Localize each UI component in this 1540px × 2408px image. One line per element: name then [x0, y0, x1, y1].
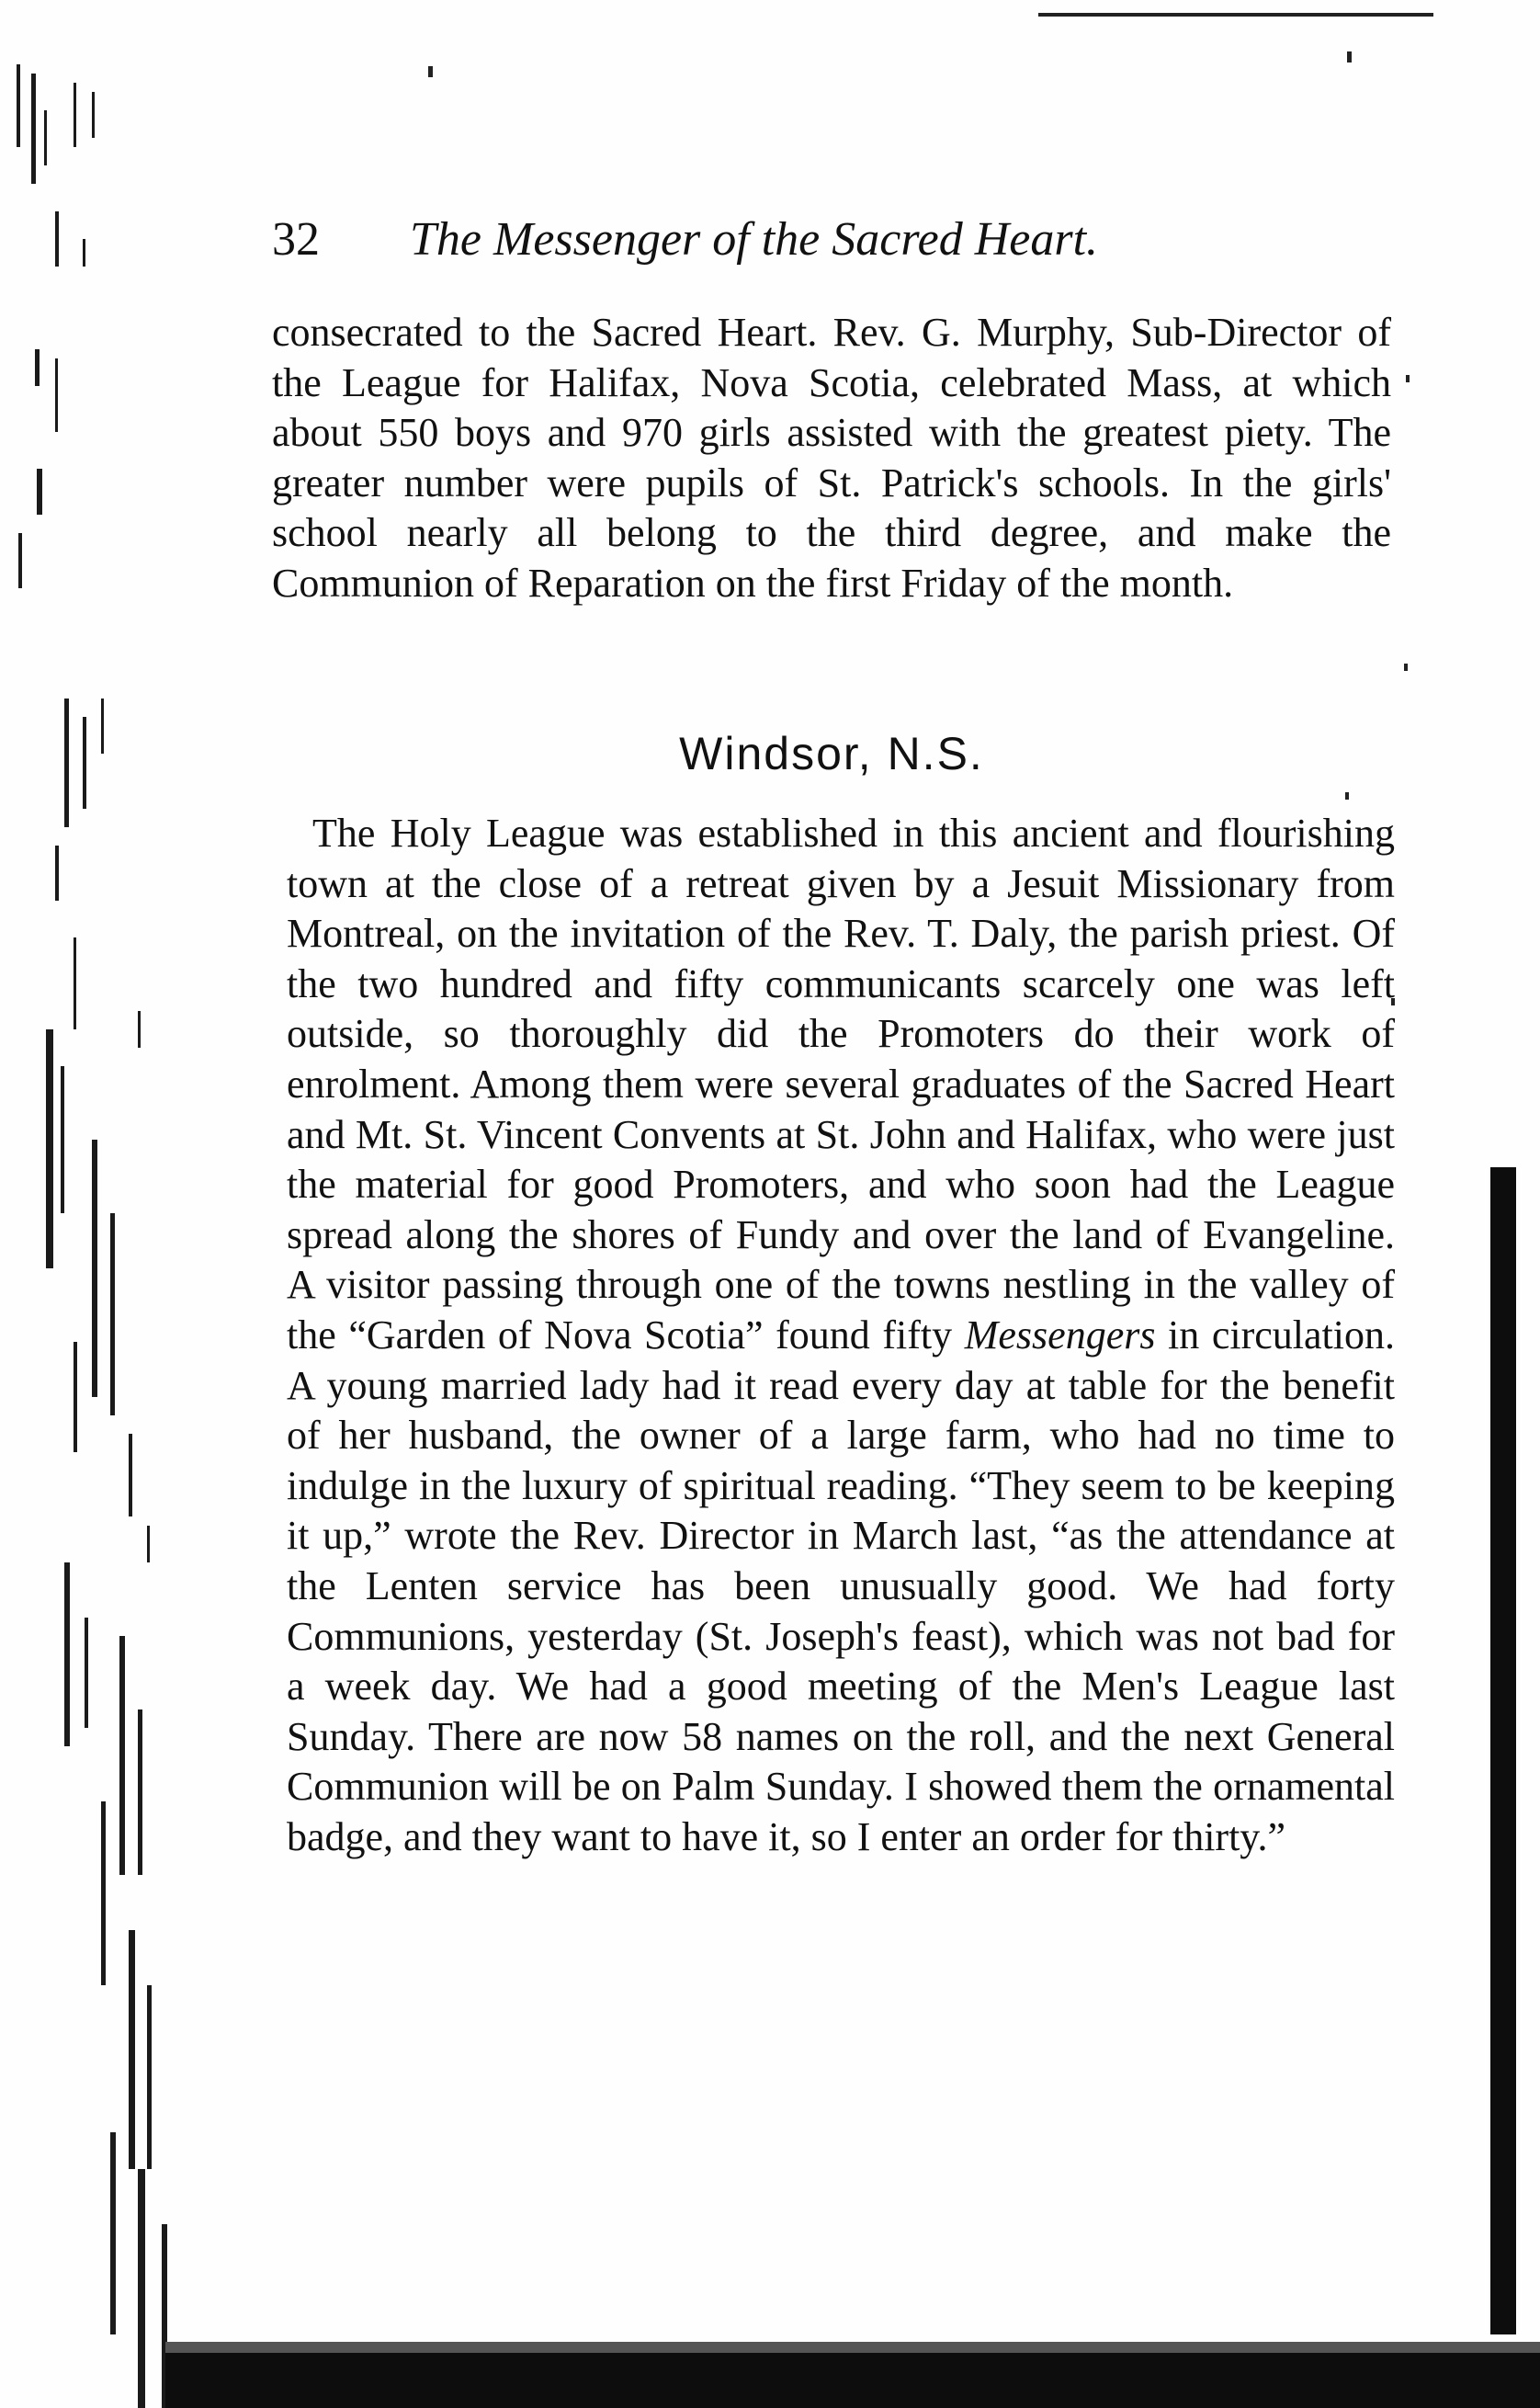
scan-speck: [1345, 792, 1349, 800]
scan-speck: [428, 66, 433, 77]
section-heading: Windsor, N.S.: [679, 728, 984, 779]
scan-bottom-edge: [165, 2353, 1540, 2408]
page-number: 32: [272, 213, 320, 266]
scan-left-gutter: [0, 55, 175, 2408]
scan-right-edge: [1490, 1167, 1516, 2334]
italic-title: Messengers: [964, 1312, 1156, 1357]
continued-paragraph: [272, 308, 1391, 609]
paragraph-text-part: in circulation. A young married lady had it read every day at table for the benefit of her husband, the owner of a large farm, who had no time to indulge in the luxury of spiritual reading. “They seem to be keeping it up,” wrote the Rev. Director in March last, “as the attendance at the Lenten service has been unusually good. We had forty Communions, yesterday (St. Joseph's feast), which was not bad for a week day. We had a good meeting of the Men's League last Sunday. There are now 58 names on the roll, and the next General Communion will be on Palm Sunday. I showed them the ornamental badge, and they want to have it, so I enter an order for thirty.”: [287, 1312, 1395, 1859]
paragraph-text: [287, 809, 1395, 1862]
scan-speck: [1406, 375, 1410, 382]
paragraph-text-part: The Holy League was established in this ancient and flourishing town at the close of a retreat given by a Jesuit Missionary from Montreal, on the invitation of the Rev. T. Daly, the parish priest. Of the two hundred and fifty communicants scarcely one was left outside, so thoroughly did the Promoters do their work of enrolment. Among them were several graduates of the Sacred Heart and Mt. St. Vincent Convents at St. John and Halifax, who were just the material for good Promoters, and who soon had the League spread along the shores of Fundy and over the land of Evangeline. A visitor passing through one of the towns nestling in the valley of the “Garden of Nova Scotia” found fifty: [287, 811, 1395, 1357]
scan-top-rule: [1038, 13, 1433, 17]
scan-speck: [1347, 51, 1352, 62]
paragraph-text: consecrated to the Sacred Heart. Rev. G. Murphy, Sub-Director of the League for Halifax, Nova Scotia, celebrated Mass, at which about 550 boys and 970 girls assisted with the greatest piety. The greater number were pupils of St. Patrick's schools. In the girls' school nearly all belong to the third degree, and make the Communion of Reparation on the first Friday of the month.: [272, 310, 1391, 606]
windsor-paragraph: [287, 809, 1395, 1862]
running-head: [272, 208, 1375, 272]
scan-speck: [1404, 664, 1408, 671]
journal-title: The Messenger of the Sacred Heart.: [410, 213, 1099, 266]
scan-bottom-shadow: [165, 2342, 1540, 2353]
